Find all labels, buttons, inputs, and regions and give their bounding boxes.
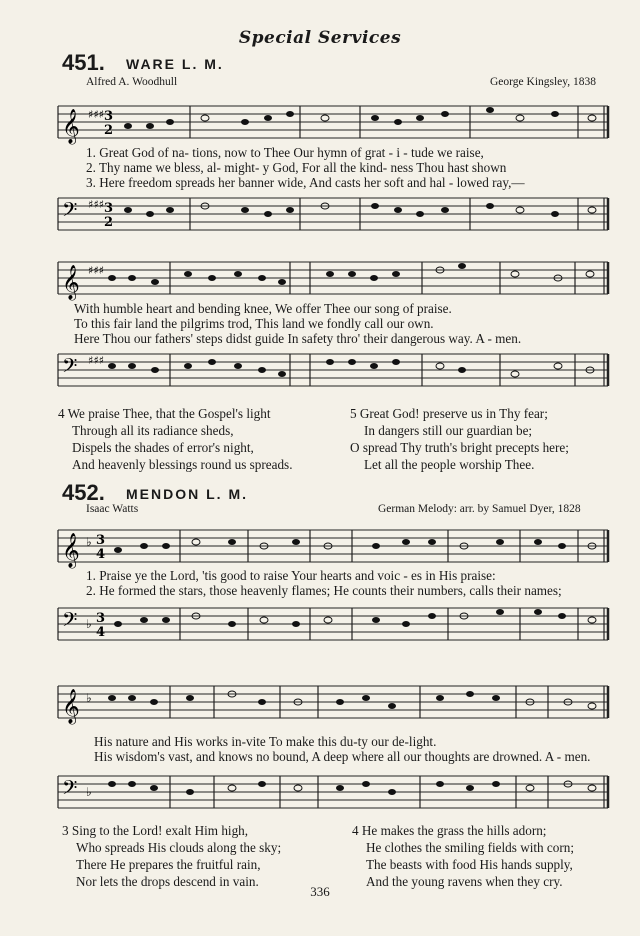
stanza-line: We praise Thee, that the Gospel's light	[67, 406, 271, 421]
stanza-number: 4	[58, 406, 65, 421]
stanza-line: The beasts with food His hands supply,	[366, 857, 573, 872]
composer-credit: George Kingsley, 1838	[490, 76, 597, 88]
author-credit: Alfred A. Woodhull	[86, 76, 178, 88]
lyric-line: 1. Praise ye the Lord, 'tis good to raise Your hearts and voic - es in His praise:	[86, 568, 496, 583]
music-staff-treble	[0, 676, 640, 726]
svg-text:4: 4	[96, 547, 106, 562]
svg-text:2: 2	[104, 123, 114, 138]
svg-text:2: 2	[104, 215, 114, 230]
stanza-number: 5	[350, 406, 357, 421]
stanza-line: Dispels the shades of error's night,	[72, 440, 254, 455]
svg-text:𝄢: 𝄢	[62, 198, 78, 226]
lyric-line: To this fair land the pilgrims trod, This land we fondly call our own.	[74, 316, 434, 331]
stanza	[352, 822, 574, 890]
lyric-line: 3. Here freedom spreads her banner wide, And casts her soft and hal - lowed ray,—	[86, 175, 525, 190]
svg-text:♯♯♯: ♯♯♯	[88, 264, 104, 277]
svg-text:3: 3	[96, 611, 106, 626]
lyric-line: With humble heart and bending knee, We offer Thee our song of praise.	[74, 301, 452, 316]
stanza-line: And the young ravens when they cry.	[366, 874, 563, 889]
svg-text:♯♯♯: ♯♯♯	[88, 354, 104, 367]
stanza-line: Great God! preserve us in Thy fear;	[359, 406, 548, 421]
composer-credit: German Melody: arr. by Samuel Dyer, 1828	[378, 503, 581, 515]
stanza-line: Sing to the Lord! exalt Him high,	[71, 823, 249, 838]
hymn-number: 451.	[62, 50, 105, 75]
music-staff-bass	[0, 766, 640, 816]
lyric-line: 1. Great God of na- tions, now to Thee Our hymn of grat - i - tude we raise,	[86, 145, 484, 160]
stanza-line: Who spreads His clouds along the sky;	[76, 840, 282, 855]
svg-text:𝄞: 𝄞	[62, 689, 80, 724]
section-title: Special Services	[238, 28, 402, 48]
music-staff-bass	[0, 190, 640, 240]
lyric-line: 2. Thy name we bless, al- might- y God, For all the kind- ness Thou hast shown	[86, 160, 507, 175]
svg-text:♯♯♯: ♯♯♯	[88, 198, 104, 211]
svg-text:4: 4	[96, 625, 106, 640]
svg-text:𝄞: 𝄞	[62, 109, 80, 144]
stanza-line: Through all its radiance sheds,	[72, 423, 234, 438]
svg-text:♯♯♯: ♯♯♯	[88, 108, 104, 121]
author-credit: Isaac Watts	[86, 503, 139, 515]
music-staff-treble	[0, 520, 640, 570]
music-staff-treble	[0, 96, 640, 146]
svg-text:♭: ♭	[86, 785, 92, 799]
lyric-line: Here Thou our fathers' steps didst guide In safety thro' their dangerous way. A - men.	[74, 331, 522, 346]
svg-text:𝄢: 𝄢	[62, 776, 78, 804]
lyric-line: 2. He formed the stars, those heavenly flames; He counts their numbers, calls their names;	[86, 583, 562, 598]
svg-text:𝄞: 𝄞	[62, 533, 80, 568]
stanza-line: He clothes the smiling fields with corn;	[366, 840, 575, 855]
stanza-number: 3	[62, 823, 69, 838]
stanza-line: O spread Thy truth's bright precepts here;	[350, 440, 569, 455]
music-staff-bass	[0, 346, 640, 396]
hymn-number: 452.	[62, 480, 105, 505]
stanza	[350, 405, 569, 473]
svg-text:♭: ♭	[86, 617, 92, 631]
music-staff-treble	[0, 252, 640, 302]
stanza-line: In dangers still our guardian be;	[364, 423, 533, 438]
stanza	[62, 822, 281, 890]
stanza-line: He makes the grass the hills adorn;	[361, 823, 547, 838]
svg-text:♭: ♭	[86, 691, 92, 705]
svg-text:3: 3	[104, 109, 114, 124]
svg-text:3: 3	[96, 533, 106, 548]
stanza	[58, 405, 293, 473]
stanza-number: 4	[352, 823, 359, 838]
svg-text:♭: ♭	[86, 535, 92, 549]
stanza-line: And heavenly blessings round us spreads.	[72, 457, 293, 472]
page-number: 336	[310, 884, 330, 899]
stanza-line: Let all the people worship Thee.	[364, 457, 535, 472]
tune-name: WARE L. M.	[126, 56, 224, 72]
svg-text:𝄞: 𝄞	[62, 265, 80, 300]
lyric-line: His wisdom's vast, and knows no bound, A deep where all our thoughts are drowned. A - men.	[94, 749, 591, 764]
svg-text:3: 3	[104, 201, 114, 216]
stanza-line: Nor lets the drops descend in vain.	[76, 874, 259, 889]
music-staff-bass	[0, 598, 640, 648]
lyric-line: His nature and His works in-vite To make this du-ty our de-light.	[94, 734, 437, 749]
svg-text:𝄢: 𝄢	[62, 608, 78, 636]
stanza-line: There He prepares the fruitful rain,	[76, 857, 261, 872]
svg-text:𝄢: 𝄢	[62, 354, 78, 382]
tune-name: MENDON L. M.	[126, 486, 248, 502]
